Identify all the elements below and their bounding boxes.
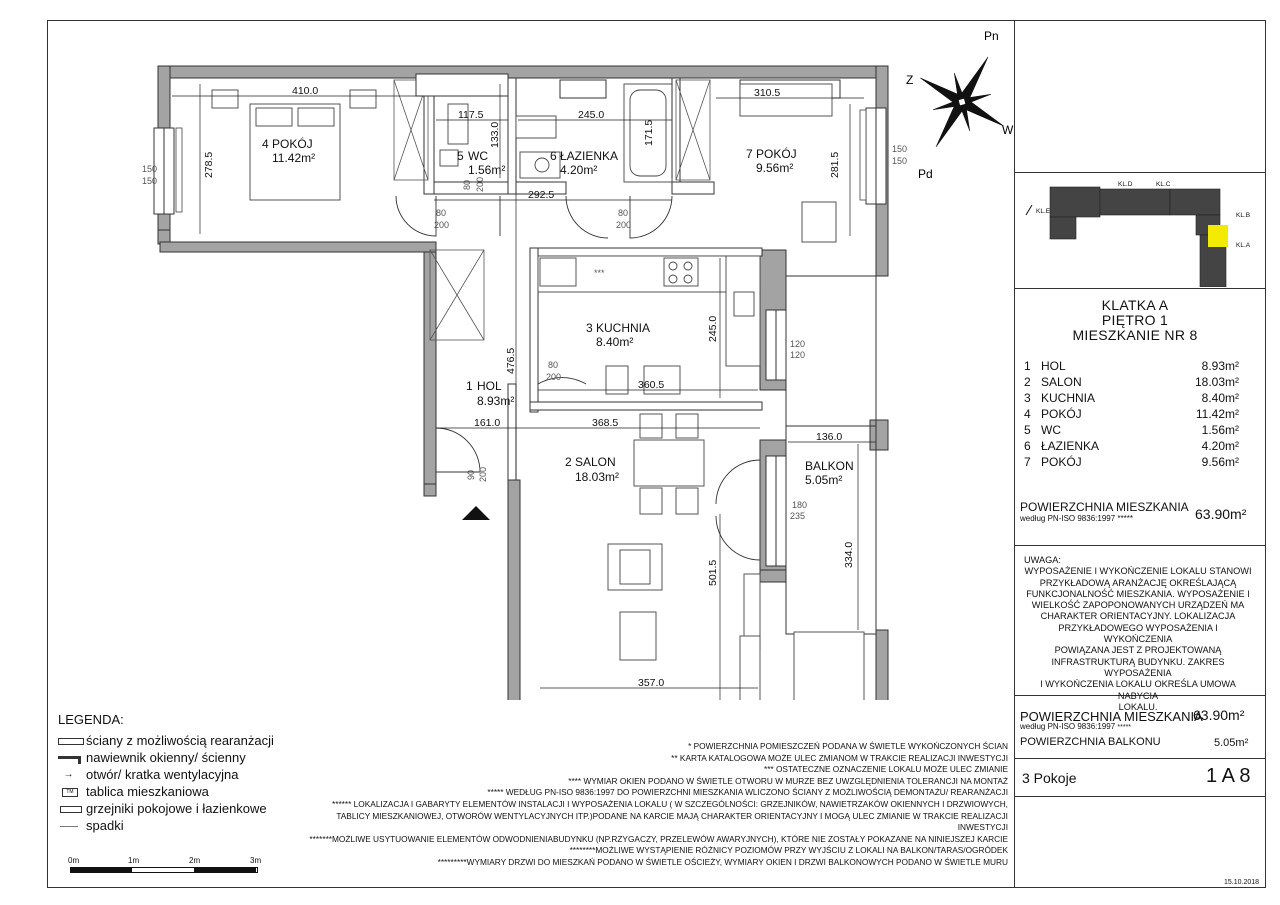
legend-item: spadki bbox=[58, 817, 274, 834]
dim-text: 357.0 bbox=[638, 677, 665, 689]
highlighted-apartment bbox=[1208, 225, 1228, 247]
wall-rearrangeable-icon bbox=[58, 735, 86, 747]
room-3-area: 8.40m² bbox=[596, 335, 634, 349]
svg-text:KL.C: KL.C bbox=[1156, 181, 1171, 188]
room-4-name: POKÓJ bbox=[272, 137, 313, 151]
room-row: 5 WC 1.56m² bbox=[1024, 423, 1239, 437]
svg-text:200: 200 bbox=[478, 466, 488, 482]
panel-divider bbox=[1014, 796, 1266, 797]
panel-divider bbox=[1014, 172, 1266, 173]
balcony-name: BALKON bbox=[805, 459, 854, 473]
dim-text: 310.5 bbox=[754, 87, 781, 99]
room-6-area: 4.20m² bbox=[560, 163, 598, 177]
panel-divider bbox=[1014, 758, 1266, 759]
dim-text: 133.0 bbox=[489, 121, 501, 148]
balcony-area-value: 5.05m² bbox=[1214, 737, 1249, 749]
balcony-area-label: POWIERZCHNIA BALKONU bbox=[1020, 736, 1161, 748]
legend-item: → otwór/ kratka wentylacyjna bbox=[58, 767, 239, 782]
radiator-icon bbox=[58, 803, 86, 815]
room-6-label: 6 bbox=[550, 149, 557, 163]
legend-item: ściany z możliwością rearanżacji bbox=[58, 732, 274, 749]
svg-text:150: 150 bbox=[892, 144, 908, 154]
room-5-label: 5 bbox=[457, 149, 464, 163]
svg-text:120: 120 bbox=[790, 339, 806, 349]
svg-text:80: 80 bbox=[436, 208, 447, 218]
svg-text:80: 80 bbox=[548, 360, 559, 370]
svg-text:200: 200 bbox=[434, 220, 450, 230]
balcony-outline bbox=[786, 276, 876, 634]
area-value: 63.90m² bbox=[1195, 506, 1247, 522]
dim-text: 292.5 bbox=[528, 189, 555, 201]
footnotes: * POWIERZCHNIA POMIESZCZEŃ PODANA W ŚWIETLE WYKOŃCZONYCH ŚCIAN ** KARTA KATALOGOWA MOŻE ULEC ZMIANOM W TRAKCIE REALIZACJI INWESTYCJI *** OSTATECZNE OZNACZENIE LOKALU MOŻE ULEC ZMIANIE **** WYMIAR OKIEN PODANO W ŚWIETLE OTWORU W MURZE BEZ UWZGLĘDNIENIA TOLERANCJI NA MONTAŻ ***** WEDŁUG PN-ISO 9836:1997 DO POWIERZCHNI MIESZKANIA WLICZONO ŚCIANY Z MOŻLIWOŚCIĄ DEMONTAŻU/ REARANŻACJI ****** LOKALIZACJA I GABARYTY ELEMENTÓW INSTALACJI I WYPOSAŻENIA LOKALU ( W SZCZEGÓLNOŚCI: GRZEJNIKÓW, NAWIETRZAKÓW OKIENNYCH I DRZWIOWYCH, TABLICY MIESZKANIOWEJ, OTWORÓW WENTYLACYJNYCH ITP.)PODANE NA KARCIE MAJĄ CHARAKTER ORIENTACYJNY I MOGĄ ULEC ZMIANIE W TRAKCIE REALIZACJI INWESTYCJI *******MOŻLIWE USYTUOWANIE ELEMENTÓW ODWODNIENIABUDYNKU (NP.RZYGACZY, PRZELEWÓW AWARYJNYCH), KTÓRE NIE ZOSTAŁY POKAZANE NA NINIEJSZEJ KARCIE ********MOŻLIWE WYSTĄPIENIE RÓŻNICY POZIOMÓW PRZY WYJŚCIU Z LOKALI NA BALKON/TARAS/OGRÓDEK *********WYMIARY DRZWI DO MIESZKAŃ PODANO W ŚWIETLE OŚCIEŻY, WYMIARY OKIEN I DRZWI BALKONOWYCH PODANO W ŚWIETLE MURU bbox=[309, 741, 1008, 867]
room-area-list bbox=[1024, 358, 1239, 470]
dim-text: 368.5 bbox=[592, 417, 619, 429]
legend bbox=[58, 712, 274, 834]
room-3-name: KUCHNIA bbox=[596, 321, 651, 335]
dim-text: 245.0 bbox=[578, 109, 605, 121]
dining-table bbox=[634, 440, 704, 486]
room-2-area: 18.03m² bbox=[575, 470, 620, 484]
room-1-label: 1 bbox=[466, 379, 473, 393]
svg-text:KL.A: KL.A bbox=[1236, 242, 1251, 249]
dim-text: 171.5 bbox=[643, 119, 655, 146]
room-7-label: 7 bbox=[746, 147, 753, 161]
room-row: 4 POKÓJ 11.42m² bbox=[1024, 407, 1239, 421]
svg-text:KL.E: KL.E bbox=[1036, 208, 1051, 215]
dim-text: 117.5 bbox=[458, 109, 484, 121]
floor-label: PIĘTRO 1 bbox=[1101, 312, 1169, 328]
apartment-code: 1 A 8 bbox=[1206, 765, 1251, 787]
room-1-name: HOL bbox=[477, 379, 502, 393]
room-7-area: 9.56m² bbox=[756, 161, 794, 175]
dim-text: 501.5 bbox=[707, 559, 719, 586]
room-6-name: ŁAZIENKA bbox=[560, 149, 619, 163]
compass-rose bbox=[892, 22, 1032, 192]
svg-text:180: 180 bbox=[792, 500, 808, 510]
compass-east: W bbox=[1002, 123, 1014, 137]
dim-text: 334.0 bbox=[843, 541, 855, 568]
compass-south: Pd bbox=[918, 167, 933, 181]
remarks-block: UWAGA: WYPOSAŻENIE I WYKOŃCZENIE LOKALU STANOWI PRZYKŁADOWĄ ARANŻACJĘ OKREŚLAJĄCĄ FUNKCJONALNOŚĆ MIESZKANIA. WYPOSAŻENIE I WIELKOŚĆ ZAPOPONOWANYCH URZĄDZEŃ MA CHARAKTER ORIENTACYJNY. LOKALIZACJA PRZYKŁADOWEGO WYPOSAŻENIA I WYKOŃCZENIA POWIĄZANA JEST Z PROJEKTOWANĄ INFRASTRUKTURĄ BUDYNKU. ZAKRES WYPOSAŻENIA I WYKOŃCZENIA LOKALU OKREŚLA UMOWA NABYCIA LOKALU. bbox=[1024, 555, 1252, 712]
area-label-2: POWIERZCHNIA MIESZKANIA bbox=[1020, 709, 1203, 724]
room-5-name: WC bbox=[468, 149, 488, 163]
slope-icon bbox=[58, 820, 86, 832]
apartment-label: MIESZKANIE NR 8 bbox=[1072, 327, 1198, 343]
sheet-date: 15.10.2018 bbox=[1224, 879, 1260, 886]
svg-text:80: 80 bbox=[462, 179, 472, 190]
svg-text:200: 200 bbox=[475, 176, 485, 192]
area-norm-2: według PN-ISO 9836:1997 ***** bbox=[1020, 722, 1132, 731]
svg-text:120: 120 bbox=[790, 350, 806, 360]
compass-west: Z bbox=[906, 73, 914, 87]
area-label: POWIERZCHNIA MIESZKANIA bbox=[1020, 500, 1189, 514]
svg-text:235: 235 bbox=[790, 511, 806, 521]
svg-text:80: 80 bbox=[618, 208, 629, 218]
balcony-area: 5.05m² bbox=[805, 473, 843, 487]
dim-text: 136.0 bbox=[816, 431, 843, 443]
room-7-name: POKÓJ bbox=[756, 147, 797, 161]
vent-opening-icon: → bbox=[58, 768, 74, 780]
dim-text: 476.5 bbox=[505, 347, 517, 374]
entrance-arrow bbox=[462, 506, 490, 520]
svg-text:KL.B: KL.B bbox=[1236, 212, 1251, 219]
legend-item: grzejniki pokojowe i łazienkowe bbox=[58, 800, 274, 817]
svg-text:200: 200 bbox=[616, 220, 632, 230]
svg-text:***: *** bbox=[594, 268, 605, 278]
dim-text: 281.5 bbox=[829, 151, 841, 178]
coffee-table bbox=[620, 612, 656, 660]
vent-window-icon bbox=[58, 752, 86, 764]
legend-item: TM tablica mieszkaniowa bbox=[58, 783, 274, 800]
room-4-label: 4 bbox=[262, 137, 269, 151]
panel-divider bbox=[1014, 288, 1266, 289]
dim-text: 278.5 bbox=[203, 151, 215, 178]
staircase-label: KLATKA A bbox=[1101, 297, 1169, 313]
apartment-panel-icon: TM bbox=[58, 786, 86, 798]
svg-text:150: 150 bbox=[142, 176, 158, 186]
room-2-name: SALON bbox=[575, 455, 616, 469]
sofa bbox=[740, 636, 760, 700]
svg-text:150: 150 bbox=[142, 164, 158, 174]
svg-text:KL.D: KL.D bbox=[1118, 181, 1133, 188]
legend-heading: LEGENDA: bbox=[58, 712, 124, 727]
dim-text: 360.5 bbox=[638, 379, 665, 391]
room-row: 3 KUCHNIA 8.40m² bbox=[1024, 391, 1239, 405]
room-row: 6 ŁAZIENKA 4.20m² bbox=[1024, 439, 1239, 453]
dim-text: 245.0 bbox=[707, 315, 719, 342]
room-row: 1 HOL 8.93m² bbox=[1024, 359, 1239, 373]
dim-text: 161.0 bbox=[474, 417, 501, 429]
area-norm: według PN-ISO 9836:1997 ***** bbox=[1020, 514, 1133, 523]
room-row: 2 SALON 18.03m² bbox=[1024, 375, 1239, 389]
room-4-area: 11.42m² bbox=[272, 151, 316, 165]
legend-item: nawiewnik okienny/ ścienny bbox=[58, 749, 274, 766]
room-3-label: 3 bbox=[586, 321, 593, 335]
svg-text:150: 150 bbox=[892, 156, 908, 166]
panel-divider bbox=[1014, 545, 1266, 546]
room-row: 7 POKÓJ 9.56m² bbox=[1024, 455, 1239, 469]
svg-text:90: 90 bbox=[466, 469, 476, 480]
svg-text:200: 200 bbox=[546, 372, 562, 382]
remarks-heading: UWAGA: bbox=[1024, 555, 1061, 565]
compass-north: Pn bbox=[984, 29, 999, 43]
area-value-2: 63.90m² bbox=[1193, 707, 1245, 723]
dim-text: 410.0 bbox=[292, 85, 319, 97]
rooms-count: 3 Pokoje bbox=[1022, 770, 1077, 786]
room-2-label: 2 bbox=[565, 455, 572, 469]
apartment-title bbox=[1020, 298, 1250, 343]
room-1-area: 8.93m² bbox=[477, 394, 515, 408]
room-5-area: 1.56m² bbox=[468, 163, 506, 177]
desk bbox=[802, 202, 836, 242]
scale-bar: 0m 1m 2m 3m bbox=[70, 856, 266, 878]
key-plan bbox=[1020, 175, 1260, 287]
